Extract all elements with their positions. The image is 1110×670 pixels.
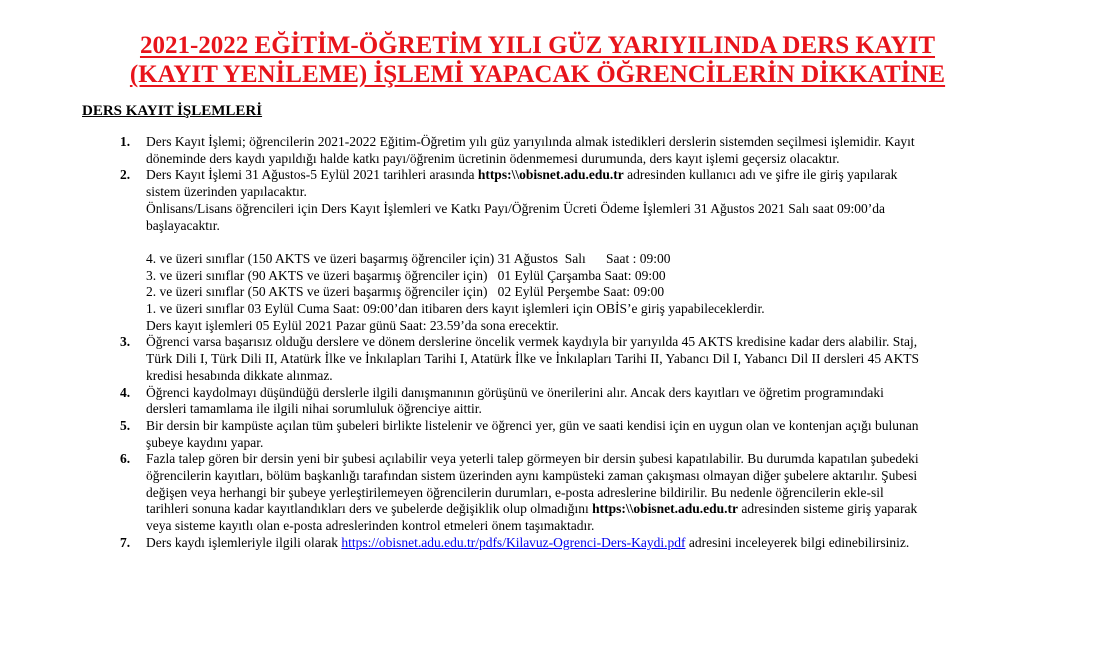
item-text-line [146,501,980,518]
item-text-line: Öğrenci kaydolmayı düşündüğü derslerle ilgili danışmanının görüşünü ve önerilerini alır. Ancak ders kayıtları ve öğretim programındaki [146,384,884,400]
numbered-list [120,134,980,552]
item-number: 4. [120,384,131,400]
item-text-line: döneminde ders kaydı yapıldığı halde katkı payı/öğrenim ücretinin ödenmemesi durumunda, ders kayıt işlemi geçersiz olacaktır. [146,150,840,166]
item-text-line: değişen veya herhangi bir şubeye yerleştirilemeyen öğrencilerin durumları, e-posta adreslerine bildirilir. Bu nedenle öğrencilerin ekle-sil [146,484,884,500]
item-text-line [146,167,980,184]
list-item-3 [120,334,980,384]
item-text-line: Fazla talep gören bir dersin yeni bir şubesi açılabilir veya yeterli talep görmeyen bir dersin şubesi kapatılabilir. Bu durumda kapatılan şubedeki [146,451,919,467]
item-text-line: dersleri tamamlama ile ilgili nihai sorumluluk öğrenciye aittir. [146,401,482,417]
list-item-5 [120,418,980,451]
title-line-1: 2021-2022 EĞİTİM-ÖĞRETİM YILI GÜZ YARIYILINDA DERS KAYIT [139,32,936,59]
item-text: Ders kaydı işlemleriyle ilgili olarak [146,534,338,550]
list-item-6 [120,451,980,535]
item-text-line: Bir dersin bir kampüste açılan tüm şubeleri birlikte listelenir ve öğrenci yer, gün ve saati kendisi için en uygun olan ve kontenjan açığı bulunan [146,417,919,433]
item-text-line: başlayacaktır. [146,217,220,233]
section-heading: DERS KAYIT İŞLEMLERİ [82,103,263,119]
schedule-line: 4. ve üzeri sınıflar (150 AKTS ve üzeri başarmış öğrenciler için) 31 Ağustos Salı Saat : 09:00 [146,250,671,266]
item-text-line: Önlisans/Lisans öğrencileri için Ders Kayıt İşlemleri ve Katkı Payı/Öğrenim Ücreti Ödeme İşlemleri 31 Ağustos 2021 Salı saat 09:00’da [146,200,885,216]
item-text-line: öğrencilerin kayıtları, bölüm başkanlığı tarafından sistem üzerinden aynı kampüsteki zaman çakışması olmayan diğer şubelere aktarılır. Şubesi [146,468,918,484]
item-text-line: kredisi hesabında dikkate alınmaz. [146,367,333,383]
item-number: 2. [120,167,131,183]
schedule-line: 1. ve üzeri sınıflar 03 Eylül Cuma Saat: 09:00’dan itibaren ders kayıt işlemleri için OBİS’e giriş yapabileceklerdir. [146,301,765,317]
schedule-line: Ders kayıt işlemleri 05 Eylül 2021 Pazar günü Saat: 23.59’da sona erecektir. [146,317,559,333]
list-item-1 [120,134,980,167]
item-text-line: Öğrenci varsa başarısız olduğu derslere ve dönem derslerine öncelik vermek kaydıyla bir yarıyılda 45 AKTS kredisine kadar ders alabilir. Staj, [146,334,918,350]
item-text-line: veya sisteme kayıtlı olan e-posta adreslerinden kontrol etmeleri önem taşımaktadır. [146,518,595,534]
item-number: 1. [120,134,131,149]
schedule-line: 2. ve üzeri sınıflar (50 AKTS ve üzeri başarmış öğrenciler için) 02 Eylül Perşembe Saat: 09:00 [146,284,665,300]
guide-pdf-link[interactable]: https://obisnet.adu.edu.tr/pdfs/Kilavuz-Ogrenci-Ders-Kaydi.pdf [341,534,686,550]
page-title [0,31,1075,89]
item-text-line: sistem üzerinden yapılacaktır. [146,184,307,200]
item-number: 7. [120,534,131,550]
item-number: 6. [120,451,131,467]
item-text-line: şubeye kaydını yapar. [146,434,264,450]
list-item-7 [120,535,980,552]
item-text-line: Türk Dili I, Türk Dili II, Atatürk İlke ve İnkılapları Tarihi I, Atatürk İlke ve İnkılapları Tarihi II, Yabancı Dil I, Yabancı Dil II dersleri 45 AKTS [146,351,920,367]
list-item-2 [120,167,980,334]
item-text: adresinden sisteme giriş yaparak [741,501,918,517]
title-line-2: (KAYIT YENİLEME) İŞLEMİ YAPACAK ÖĞRENCİLERİN DİKKATİNE [129,61,946,88]
list-item-4 [120,385,980,418]
item-text: adresini inceleyerek bilgi edinebilirsiniz. [688,534,910,550]
spacer [146,234,980,251]
item-text: Ders Kayıt İşlemi 31 Ağustos-5 Eylül 2021 tarihleri arasında [146,167,475,183]
item-text-line: Ders Kayıt İşlemi; öğrencilerin 2021-2022 Eğitim-Öğretim yılı güz yarıyılında almak istedikleri derslerin sistemden seçilmesi işlemidir. Kayıt [146,134,915,149]
item-text: tarihleri sonuna kadar kayıtlandıkları ders ve şubelerde değişiklik olup olmadığını [146,501,589,517]
item-text-line [146,535,980,552]
item-number: 5. [120,417,131,433]
schedule-line: 3. ve üzeri sınıflar (90 AKTS ve üzeri başarmış öğrenciler için) 01 Eylül Çarşamba Saat: 09:00 [146,267,666,283]
obisnet-address: https:\\obisnet.adu.edu.tr [477,167,624,183]
item-number: 3. [120,334,131,350]
obisnet-address: https:\\obisnet.adu.edu.tr [592,501,739,517]
item-text: adresinden kullanıcı adı ve şifre ile giriş yapılarak [627,167,898,183]
